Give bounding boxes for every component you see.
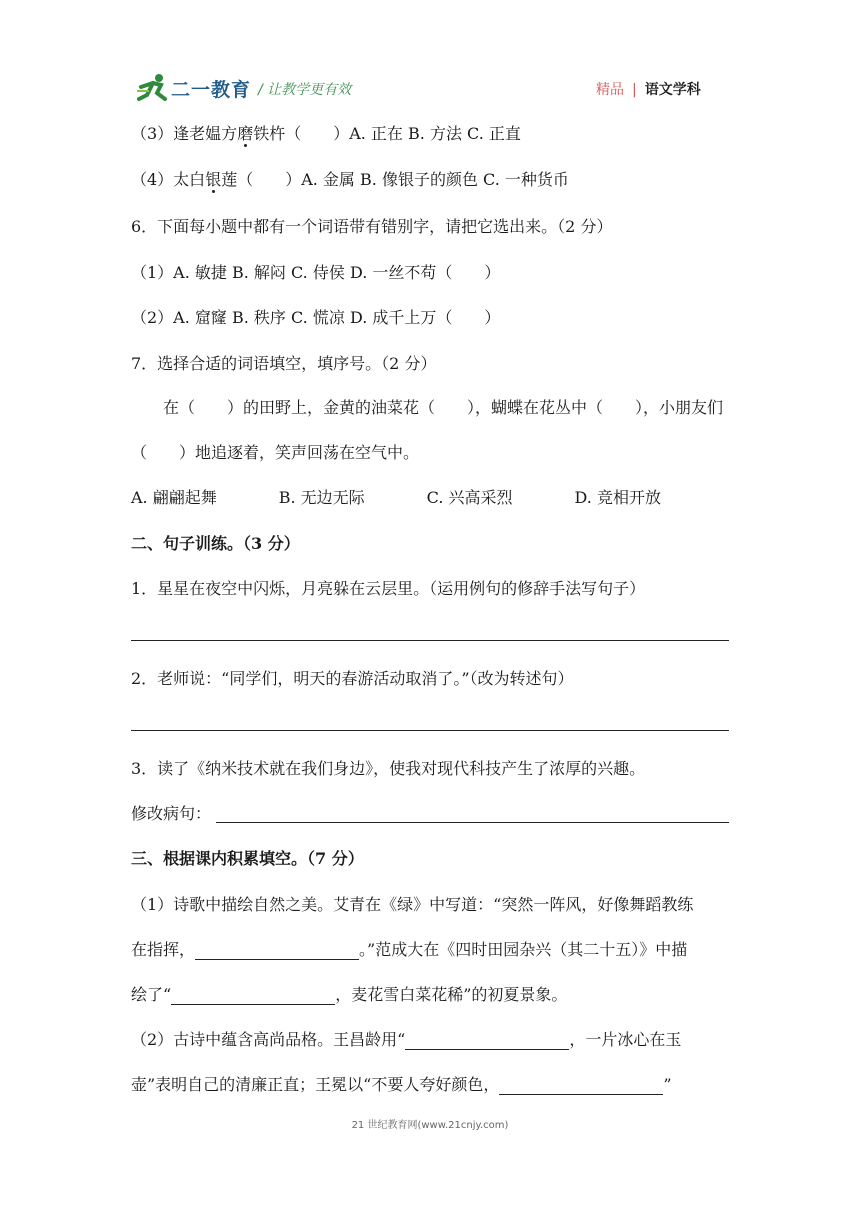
answer-line-3[interactable]	[216, 822, 729, 823]
q7-passage-line2: （ ）地追逐着，笑声回荡在空气中。	[131, 443, 420, 462]
q5-item4: （4）太白银莲（ ）A. 金属 B. 像银子的颜色 C. 一种货币	[131, 170, 569, 189]
slogan: / 让教学更有效	[258, 82, 352, 98]
sentence-1: 1．星星在夜空中闪烁，月亮躲在云层里。（运用例句的修辞手法写句子）	[131, 579, 646, 598]
fill-p1-line2: 在指挥， 。”范成大在《四时田园杂兴（其二十五）》中描	[131, 940, 688, 959]
sentence-2: 2．老师说：“同学们，明天的春游活动取消了。”（改为转述句）	[131, 669, 574, 688]
option-b: B. 无边无际	[278, 488, 365, 507]
section3-title: 三、根据课内积累填空。（7 分）	[131, 849, 364, 868]
subject-label: 语文学科	[644, 82, 701, 98]
q6-item1: （1）A. 敏捷 B. 解闷 C. 侍侯 D. 一丝不苟（ ）	[131, 263, 501, 282]
answer-line-1[interactable]	[131, 640, 729, 641]
answer-line-2[interactable]	[131, 730, 729, 731]
q5-item3: （3）逢老媪方磨铁杵（ ）A. 正在 B. 方法 C. 正直	[131, 124, 521, 143]
fill-blank[interactable]	[405, 1033, 569, 1050]
logo	[137, 73, 257, 103]
logo-text: 二一教育	[171, 79, 252, 101]
footer-source: 21 世纪教育网(www.21cnjy.com)	[351, 1120, 509, 1131]
fill-p1-line1: （1）诗歌中描绘自然之美。艾青在《绿》中写道：“突然一阵风，好像舞蹈教练	[131, 895, 694, 914]
runner-logo-icon	[137, 73, 171, 103]
fill-p1-line3: 绘了“ ，麦花雪白菜花稀”的初夏景象。	[131, 985, 568, 1004]
emphasis-char: 银	[205, 170, 222, 189]
fill-p2-line1: （2）古诗中蕴含高尚品格。王昌龄用“ ，一片冰心在玉	[131, 1030, 682, 1049]
section2-title: 二、句子训练。（3 分）	[131, 534, 300, 553]
sentence-3: 3．读了《纳米技术就在我们身边》，使我对现代科技产生了浓厚的兴趣。	[131, 759, 646, 778]
emphasis-char: 磨	[237, 124, 254, 143]
fill-blank[interactable]	[499, 1078, 663, 1095]
option-a: A. 翩翩起舞	[131, 488, 217, 507]
header-separator: |	[632, 82, 637, 98]
header-subject	[596, 79, 701, 99]
premium-badge: 精品	[596, 82, 624, 98]
q6-title: 6．下面每小题中都有一个词语带有错别字，请把它选出来。（2 分）	[131, 217, 613, 236]
q7-title: 7．选择合适的词语填空，填序号。（2 分）	[131, 354, 437, 373]
fill-blank[interactable]	[195, 943, 359, 960]
fill-blank[interactable]	[171, 988, 335, 1005]
q7-passage-line1: 在（ ）的田野上，金黄的油菜花（ ），蝴蝶在花丛中（ ），小朋友们	[131, 398, 724, 417]
option-d: D. 竞相开放	[574, 488, 661, 507]
correction-label: 修改病句：	[131, 804, 212, 823]
q7-options	[131, 488, 661, 508]
option-c: C. 兴高采烈	[426, 488, 513, 507]
q6-item2: （2）A. 窟窿 B. 秩序 C. 慌凉 D. 成千上万（ ）	[131, 308, 501, 327]
fill-p2-line2: 壶”表明自己的清廉正直；王冕以“不要人夸好颜色， ”	[131, 1075, 672, 1094]
